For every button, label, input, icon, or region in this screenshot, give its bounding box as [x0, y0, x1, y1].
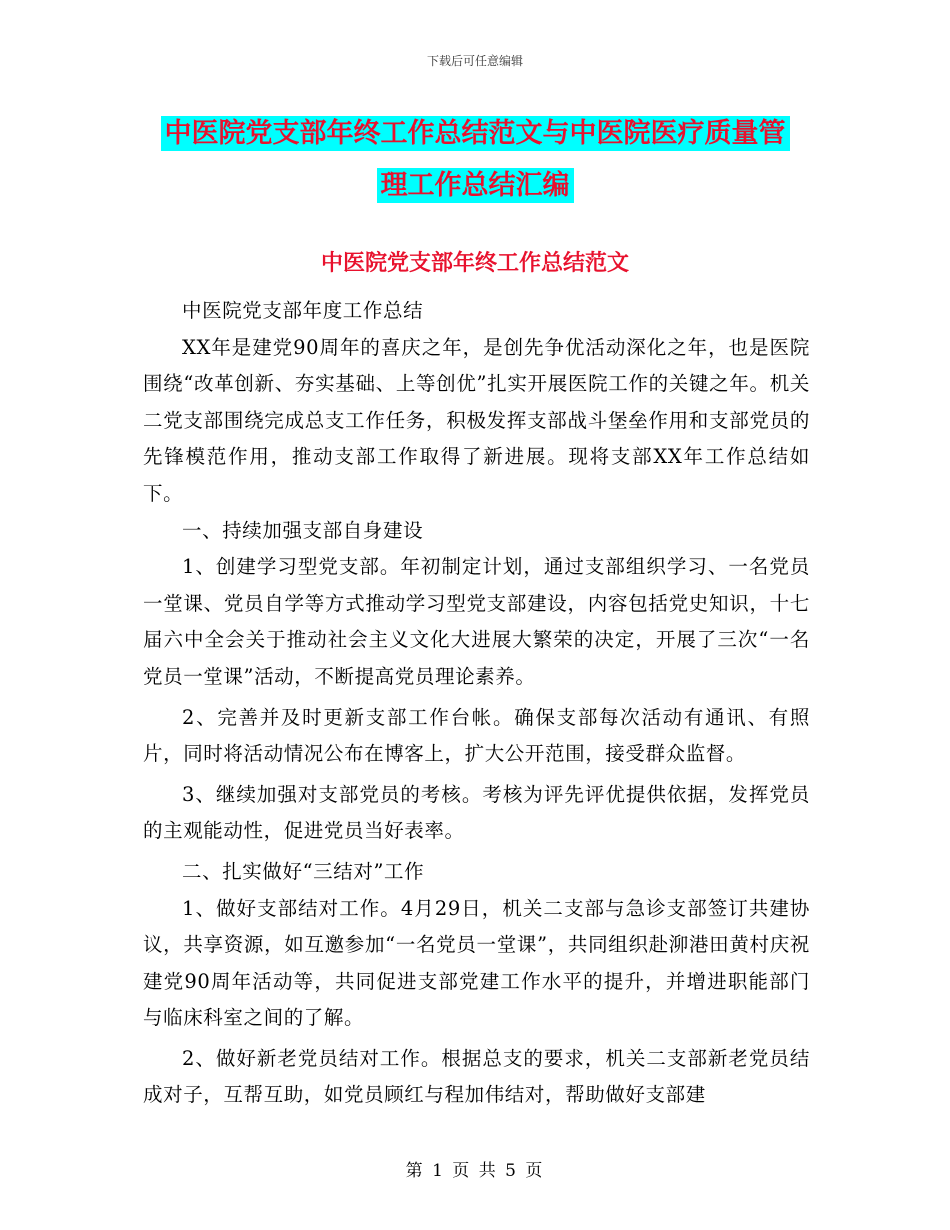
- document-body: [143, 293, 810, 1114]
- document-title-line-2: 理工作总结汇编: [377, 168, 574, 203]
- paragraph-subtitle: 中医院党支部年度工作总结: [182, 299, 424, 322]
- page-header-note: 下载后可任意编辑: [426, 54, 523, 68]
- paragraph-item-2-2: 2、做好新老党员结对工作。根据总支的要求，机关二支部新老党员结成对子，互帮互助，如党员顾红与程加伟结对，帮助做好支部建: [143, 1046, 810, 1107]
- paragraph-item-2-1: 1、做好支部结对工作。4月29日，机关二支部与急诊支部签订共建协议，共享资源，如互邀参加“一名党员一堂课”，共同组织赴泖港田黄村庆祝建党90周年活动等，共同促进支部党建工作水平的提升，并增进职能部门与临床科室之间的了解。: [143, 896, 810, 1030]
- paragraph-intro: XX年是建党90周年的喜庆之年，是创先争优活动深化之年，也是医院围绕“改革创新、夯实基础、上等创优”扎实开展医院工作的关键之年。机关二党支部围绕完成总支工作任务，积极发挥支部战斗堡垒作用和支部党员的先锋模范作用，推动支部工作取得了新进展。现将支部XX年工作总结如下。: [143, 335, 810, 505]
- paragraph-item-1-1: 1、创建学习型党支部。年初制定计划，通过支部组织学习、一名党员一堂课、党员自学等方式推动学习型党支部建设，内容包括党史知识，十七届六中全会关于推动社会主义文化大进展大繁荣的决定，开展了三次“一名党员一堂课”活动，不断提高党员理论素养。: [143, 555, 810, 688]
- page-number: 第 1 页 共 5 页: [405, 1161, 545, 1181]
- paragraph-item-1-2: 2、完善并及时更新支部工作台帐。确保支部每次活动有通讯、有照片，同时将活动情况公布在博客上，扩大公开范围，接受群众监督。: [143, 705, 810, 766]
- document-title: [140, 108, 810, 212]
- section-title: 中医院党支部年终工作总结范文: [320, 251, 629, 276]
- paragraph-item-1-3: 3、继续加强对支部党员的考核。考核为评先评优提供依据，发挥党员的主观能动性，促进党员当好表率。: [143, 782, 810, 843]
- heading-part-two: 二、扎实做好“三结对”工作: [182, 859, 425, 883]
- heading-part-one: 一、持续加强支部自身建设: [182, 518, 424, 542]
- document-title-line-1: 中医院党支部年终工作总结范文与中医院医疗质量管: [161, 116, 790, 151]
